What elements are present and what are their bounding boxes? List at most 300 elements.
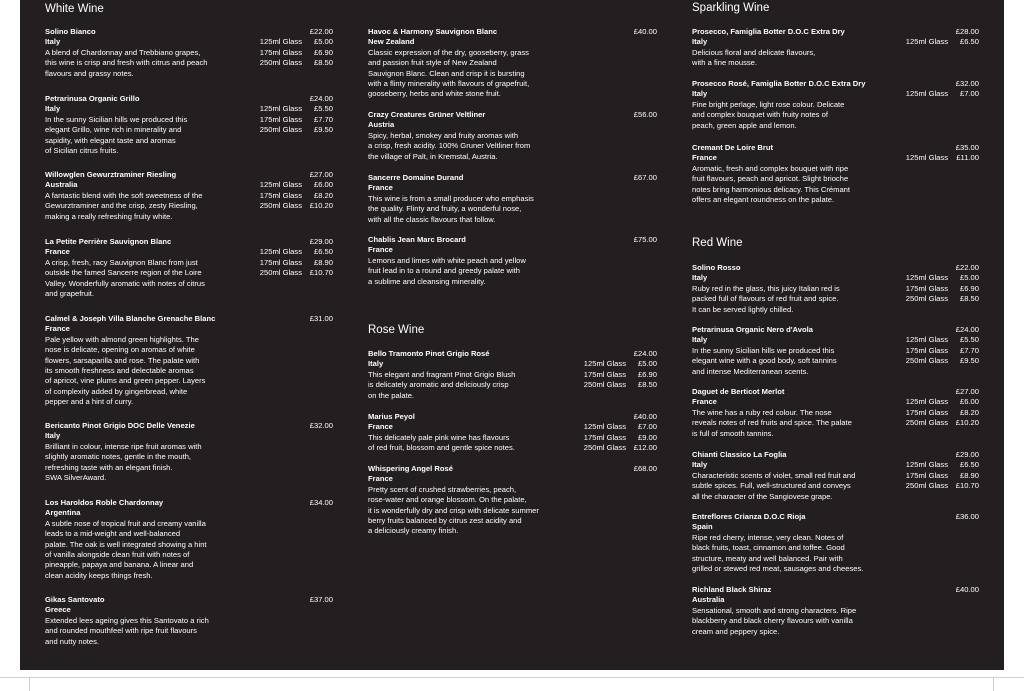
wine-name: Marius Peyol xyxy=(368,412,415,421)
glass-price-row xyxy=(260,48,333,58)
wine-region: Italy xyxy=(692,37,708,47)
section-title-rose-wine: Rose Wine xyxy=(368,324,425,336)
glass-price: £7.00 xyxy=(959,89,979,99)
wine-name: Crazy Creatures Grüner Veltliner xyxy=(368,110,486,119)
wine-entry xyxy=(368,235,657,287)
description-line: and complex bouquet with fruity notes of xyxy=(692,110,828,120)
glass-size: 125ml Glass xyxy=(259,104,302,114)
wine-name: Chablis Jean Marc Brocard xyxy=(368,235,466,244)
glass-size: 250ml Glass xyxy=(905,356,948,366)
wine-description xyxy=(45,48,208,79)
wine-header xyxy=(368,464,657,474)
wine-entry xyxy=(45,595,333,647)
wine-body xyxy=(45,519,333,581)
glass-price: £8.50 xyxy=(637,380,657,390)
glass-price-row xyxy=(584,433,657,443)
bottle-price: £22.00 xyxy=(309,27,333,36)
wine-region: France xyxy=(692,153,717,163)
wine-name: Willowglen Gewurztraminer Riesling xyxy=(45,170,177,179)
crop-mark xyxy=(29,678,30,691)
wine-entry xyxy=(368,27,657,100)
wine-header xyxy=(368,349,657,359)
glass-prices xyxy=(260,37,333,68)
glass-price: £8.20 xyxy=(959,407,979,417)
glass-prices xyxy=(906,153,979,163)
description-line: A crisp, fresh, racy Sauvignon Blanc from just xyxy=(45,257,198,267)
glass-size: 250ml Glass xyxy=(583,443,626,453)
bottle-price: £24.00 xyxy=(309,94,333,103)
description-line: with a fine mousse. xyxy=(692,58,757,68)
wine-name: Prosecco, Famiglia Botter D.O.C Extra Dry xyxy=(692,27,845,36)
wine-region: Italy xyxy=(692,460,708,470)
description-line: of complexity added by gingerbread, white xyxy=(45,386,188,396)
glass-size: 250ml Glass xyxy=(905,418,948,428)
wine-entry xyxy=(45,27,333,79)
wine-entry xyxy=(692,325,979,377)
wine-region: Italy xyxy=(45,431,61,441)
wine-body xyxy=(368,256,657,287)
wine-region: Italy xyxy=(692,89,708,99)
description-line: is full of smooth tannins. xyxy=(692,428,774,438)
description-line: offers an elegant roundness on the palate. xyxy=(692,195,835,205)
wine-body xyxy=(692,533,979,575)
crop-mark xyxy=(993,678,994,691)
wine-entry xyxy=(692,27,979,69)
description-line: Sauvignon Blanc. Clean and crisp it is bursting xyxy=(368,68,525,78)
wine-description xyxy=(45,258,205,300)
wine-description xyxy=(368,433,515,454)
wine-entry xyxy=(45,170,333,222)
glass-price-row xyxy=(906,273,979,283)
description-line: Classic expression of the dry, gooseberry, grass xyxy=(368,47,529,57)
wine-region: New Zealand xyxy=(368,37,415,47)
description-line: with all the classic flavours that follow. xyxy=(368,214,496,224)
wine-entry xyxy=(45,498,333,581)
glass-price: £9.00 xyxy=(637,432,657,442)
description-line: Valley. Wonderfully aromatic with notes of citrus xyxy=(45,278,205,288)
description-line: and rounded mouthfeel with ripe fruit flavours xyxy=(45,626,197,636)
wine-header xyxy=(692,585,979,595)
description-line: In the sunny Sicilian hills we produced this xyxy=(45,114,188,124)
wine-name: Entreflores Crianza D.O.C Rioja xyxy=(692,512,806,521)
glass-price: £11.00 xyxy=(956,153,979,163)
wine-name: Richland Black Shiraz xyxy=(692,585,772,594)
description-line: This delicately pale pink wine has flavours xyxy=(368,432,510,442)
wine-entry xyxy=(692,143,979,205)
glass-size: 125ml Glass xyxy=(583,422,626,432)
description-line: Ruby red in the glass, this juicy Italian red is xyxy=(692,283,840,293)
glass-price: £6.90 xyxy=(637,369,657,379)
wine-header xyxy=(692,27,979,37)
glass-price: £10.20 xyxy=(309,201,333,211)
wine-entry xyxy=(692,387,979,439)
glass-price: £5.50 xyxy=(959,335,979,345)
description-line: SWA SilverAward. xyxy=(45,473,107,483)
wine-header xyxy=(692,79,979,89)
wine-entry xyxy=(45,237,333,299)
description-line: making a really refreshing fruity white. xyxy=(45,211,173,221)
wine-entry xyxy=(692,585,979,637)
glass-price: £8.20 xyxy=(313,190,333,200)
bottle-price: £27.00 xyxy=(955,387,979,396)
description-line: The wine has a ruby red colour. The nose xyxy=(692,407,832,417)
description-line: leads to a mid-weight and well-balanced xyxy=(45,529,181,539)
wine-header xyxy=(45,314,333,324)
description-line: cream and peppery spice. xyxy=(692,626,780,636)
glass-prices xyxy=(906,89,979,99)
description-line: reveals notes of red fruits and spice. The palate xyxy=(692,418,852,428)
wine-description xyxy=(45,191,202,222)
bottle-price: £29.00 xyxy=(309,237,333,246)
glass-price: £7.00 xyxy=(637,422,657,432)
wine-body xyxy=(45,442,333,484)
glass-size: 175ml Glass xyxy=(905,345,948,355)
bottle-price: £56.00 xyxy=(633,110,657,119)
wine-header xyxy=(368,110,657,120)
wine-region: Austria xyxy=(368,120,395,130)
glass-prices xyxy=(906,37,979,47)
wine-name: Gikas Santovato xyxy=(45,595,105,604)
description-line: refreshing taste with an elegant finish. xyxy=(45,462,173,472)
wine-name: Bericanto Pinot Grigio DOC Delle Venezie xyxy=(45,421,195,430)
bottle-price: £67.00 xyxy=(633,173,657,182)
description-line: Fine bright perlage, light rose colour. Delicate xyxy=(692,99,845,109)
glass-price: £8.50 xyxy=(959,294,979,304)
wine-body xyxy=(368,194,657,225)
description-line: notes bring harmonious delicacy. This Crémant xyxy=(692,184,850,194)
glass-size: 125ml Glass xyxy=(905,335,948,345)
glass-price-row xyxy=(260,125,333,135)
glass-size: 175ml Glass xyxy=(905,470,948,480)
wine-entry xyxy=(368,110,657,162)
wine-region: France xyxy=(45,247,70,257)
glass-size: 125ml Glass xyxy=(905,153,948,163)
description-line: Extended lees ageing gives this Santovato a rich xyxy=(45,615,209,625)
wine-region: Italy xyxy=(45,37,61,47)
wine-region: France xyxy=(368,245,393,255)
glass-size: 250ml Glass xyxy=(905,294,948,304)
wine-name: Petrarinusa Organic Grillo xyxy=(45,94,140,103)
wine-body xyxy=(368,131,657,162)
description-line: on the palate. xyxy=(368,390,415,400)
wine-header xyxy=(692,450,979,460)
wine-entry xyxy=(692,512,979,574)
glass-price-row xyxy=(906,397,979,407)
description-line: Pale yellow with almond green highlights. The xyxy=(45,334,199,344)
section-title-sparkling-wine: Sparkling Wine xyxy=(692,2,770,14)
wine-header xyxy=(368,173,657,183)
description-line: is delicately aromatic and deliciously crisp xyxy=(368,380,509,390)
glass-price-row xyxy=(260,191,333,201)
wine-name: Prosecco Rosé, Famiglia Botter D.O.C Extra Dry xyxy=(692,79,866,88)
bottle-price: £75.00 xyxy=(633,235,657,244)
wine-body xyxy=(368,485,657,537)
glass-price-row xyxy=(584,422,657,432)
glass-size: 175ml Glass xyxy=(259,47,302,57)
glass-size: 175ml Glass xyxy=(905,407,948,417)
wine-entry xyxy=(45,314,333,408)
glass-price-row xyxy=(260,247,333,257)
wine-region: France xyxy=(368,183,393,193)
wine-header xyxy=(692,263,979,273)
wine-description xyxy=(692,48,815,69)
description-line: Lemons and limes with white peach and yellow xyxy=(368,255,526,265)
description-line: Gewurztraminer and the crisp, zesty Riesling, xyxy=(45,201,198,211)
description-line: berry fruits balanced by citrus zest acidity and xyxy=(368,516,522,526)
wine-entry xyxy=(368,412,657,454)
description-line: palate. The oak is well integrated showing a hint xyxy=(45,539,207,549)
wine-description xyxy=(368,48,529,100)
glass-prices xyxy=(906,273,979,304)
description-line: peach, green apple and lemon. xyxy=(692,120,797,130)
glass-price-row xyxy=(906,460,979,470)
description-line: Aromatic, fresh and complex bouquet with ripe xyxy=(692,163,849,173)
wine-entry xyxy=(45,94,333,156)
wine-entry xyxy=(368,349,657,401)
wine-header xyxy=(45,94,333,104)
wine-menu-page xyxy=(20,0,1004,670)
glass-size: 175ml Glass xyxy=(259,114,302,124)
description-line: A blend of Chardonnay and Trebbiano grapes, xyxy=(45,47,201,57)
description-line: elegant Grillo, wine rich in minerality and xyxy=(45,125,182,135)
glass-price: £7.70 xyxy=(313,114,333,124)
wine-entry xyxy=(692,79,979,131)
description-line: subtle spices. Full, well-structured and conveys xyxy=(692,481,851,491)
description-line: A fantastic blend with the soft sweetness of the xyxy=(45,190,203,200)
wine-header xyxy=(692,325,979,335)
description-line: its smooth freshness and delectable aromas xyxy=(45,366,194,376)
glass-prices xyxy=(260,180,333,211)
glass-price-row xyxy=(906,346,979,356)
glass-price-row xyxy=(260,37,333,47)
description-line: of apricot, vine plums and green pepper. Layers xyxy=(45,376,206,386)
wine-body xyxy=(45,335,333,408)
glass-price-row xyxy=(906,356,979,366)
glass-price-row xyxy=(584,359,657,369)
glass-size: 175ml Glass xyxy=(259,190,302,200)
glass-size: 250ml Glass xyxy=(259,58,302,68)
glass-price: £5.00 xyxy=(959,273,979,283)
wine-body xyxy=(368,48,657,100)
description-line: This wine is from a small producer who emphasis xyxy=(368,193,534,203)
wine-region: Argentina xyxy=(45,508,81,518)
glass-price: £8.50 xyxy=(313,58,333,68)
description-line: fruit lead in to a round and greedy palate with xyxy=(368,266,520,276)
wine-body xyxy=(45,616,333,647)
wine-header xyxy=(692,512,979,522)
description-line: and passion fruit style of New Zealand xyxy=(368,58,497,68)
glass-price-row xyxy=(906,153,979,163)
wine-region: Italy xyxy=(692,335,708,345)
wine-header xyxy=(368,412,657,422)
section-title-red-wine: Red Wine xyxy=(692,237,743,249)
bottle-price: £40.00 xyxy=(633,27,657,36)
bottle-price: £36.00 xyxy=(955,512,979,521)
wine-name: Chianti Classico La Foglia xyxy=(692,450,787,459)
wine-header xyxy=(45,170,333,180)
glass-price: £5.00 xyxy=(313,37,333,47)
wine-description xyxy=(45,616,209,647)
bottle-price: £68.00 xyxy=(633,464,657,473)
glass-price-row xyxy=(906,294,979,304)
wine-header xyxy=(692,387,979,397)
wine-name: Havoc & Harmony Sauvignon Blanc xyxy=(368,27,498,36)
description-line: and intense Mediterranean scents. xyxy=(692,366,809,376)
description-line: Characteristic scents of violet, small red fruit and xyxy=(692,470,856,480)
glass-price-row xyxy=(906,335,979,345)
description-line: Delicious floral and delicate flavours, xyxy=(692,47,816,57)
glass-price-row xyxy=(584,380,657,390)
wine-region: France xyxy=(368,474,393,484)
glass-size: 250ml Glass xyxy=(583,380,626,390)
glass-prices xyxy=(260,247,333,278)
wine-name: Bello Tramonto Pinot Grigio Rosé xyxy=(368,349,490,358)
crop-line xyxy=(0,677,1024,678)
glass-price-row xyxy=(260,115,333,125)
description-line: This elegant and fragrant Pinot Grigio Blush xyxy=(368,369,516,379)
glass-prices xyxy=(906,335,979,366)
wine-description xyxy=(45,519,207,581)
description-line: Sensational, smooth and strong characters. Ripe xyxy=(692,605,857,615)
description-line: clean acidity keeps things fresh. xyxy=(45,570,153,580)
wine-description xyxy=(692,408,852,439)
glass-price-row xyxy=(906,481,979,491)
description-line: packed full of flavours of red fruit and spice. xyxy=(692,294,839,304)
description-line: slightly aromatic notes, gentle in the mouth, xyxy=(45,452,192,462)
glass-price-row xyxy=(260,104,333,114)
wine-description xyxy=(45,115,187,157)
wine-name: Los Haroldos Roble Chardonnay xyxy=(45,498,164,507)
glass-price-row xyxy=(260,258,333,268)
glass-prices xyxy=(906,397,979,428)
glass-prices xyxy=(584,422,657,453)
description-line: A subtle nose of tropical fruit and creamy vanilla xyxy=(45,518,206,528)
description-line: this wine is crisp and fresh with citrus and peach xyxy=(45,58,208,68)
glass-price: £6.50 xyxy=(313,247,333,257)
glass-price-row xyxy=(906,37,979,47)
glass-price: £6.50 xyxy=(959,37,979,47)
glass-price: £8.90 xyxy=(959,470,979,480)
glass-size: 125ml Glass xyxy=(905,273,948,283)
description-line: blackberry and black cherry flavours with vanilla xyxy=(692,616,853,626)
wine-header xyxy=(45,421,333,431)
glass-size: 125ml Glass xyxy=(905,37,948,47)
description-line: grilled or stewed red meat, sausages and cheeses. xyxy=(692,564,864,574)
glass-size: 250ml Glass xyxy=(259,268,302,278)
wine-region: Italy xyxy=(45,104,61,114)
wine-name: Petrarinusa Organic Nero d'Avola xyxy=(692,325,813,334)
glass-price: £12.00 xyxy=(633,443,657,453)
bottle-price: £31.00 xyxy=(309,314,333,323)
bottle-price: £40.00 xyxy=(955,585,979,594)
wine-description xyxy=(692,471,855,502)
wine-description xyxy=(692,164,850,206)
bottle-price: £28.00 xyxy=(955,27,979,36)
wine-entry xyxy=(692,450,979,502)
glass-price: £5.50 xyxy=(313,104,333,114)
glass-price: £6.90 xyxy=(313,47,333,57)
wine-region: France xyxy=(692,397,717,407)
description-line: It can be served lightly chilled. xyxy=(692,304,794,314)
wine-entry xyxy=(692,263,979,315)
glass-size: 250ml Glass xyxy=(905,481,948,491)
description-line: of Sicilian citrus fruits. xyxy=(45,146,119,156)
glass-price-row xyxy=(260,58,333,68)
bottle-price: £34.00 xyxy=(309,498,333,507)
description-line: all the character of the Sangiovese grape. xyxy=(692,491,833,501)
description-line: Brilliant in colour, intense ripe fruit aromas with xyxy=(45,441,202,451)
description-line: elegant wine with a good body, soft tannins xyxy=(692,356,837,366)
description-line: gooseberry, herbs and white stone fruit. xyxy=(368,89,501,99)
wine-header xyxy=(45,237,333,247)
description-line: the quality. Flinty and fruity, a wonderful nose, xyxy=(368,204,522,214)
glass-size: 125ml Glass xyxy=(905,460,948,470)
glass-price: £9.50 xyxy=(959,356,979,366)
glass-price-row xyxy=(260,201,333,211)
bottle-price: £35.00 xyxy=(955,143,979,152)
glass-price-row xyxy=(906,89,979,99)
bottle-price: £37.00 xyxy=(309,595,333,604)
glass-prices xyxy=(906,460,979,491)
wine-name: Whispering Angel Rosé xyxy=(368,464,453,473)
description-line: pepper and a hint of curry. xyxy=(45,397,134,407)
description-line: rose-water and orange blossom. On the palate, xyxy=(368,495,527,505)
description-line: Ripe red cherry, intense, very clean. Notes of xyxy=(692,532,844,542)
section-title-white-wine: White Wine xyxy=(45,3,104,15)
glass-size: 125ml Glass xyxy=(259,247,302,257)
glass-price: £9.50 xyxy=(313,125,333,135)
glass-size: 175ml Glass xyxy=(905,283,948,293)
bottle-price: £29.00 xyxy=(955,450,979,459)
glass-size: 175ml Glass xyxy=(583,432,626,442)
description-line: and grapefruit. xyxy=(45,289,94,299)
bottle-price: £40.00 xyxy=(633,412,657,421)
wine-name: Calmel & Joseph Villa Blanche Grenache Blanc xyxy=(45,314,216,323)
wine-description xyxy=(692,533,863,575)
wine-name: Sancerre Domaine Durand xyxy=(368,173,464,182)
wine-entry xyxy=(45,421,333,483)
glass-price-row xyxy=(260,268,333,278)
wine-name: La Petite Perrière Sauvignon Blanc xyxy=(45,237,172,246)
bottle-price: £27.00 xyxy=(309,170,333,179)
wine-body xyxy=(692,606,979,637)
bottle-price: £24.00 xyxy=(633,349,657,358)
glass-size: 250ml Glass xyxy=(259,201,302,211)
wine-region: France xyxy=(368,422,393,432)
glass-size: 250ml Glass xyxy=(259,125,302,135)
description-line: a crisp, fresh acidity. 100% Gruner Veltliner from xyxy=(368,141,531,151)
wine-entry xyxy=(368,464,657,537)
wine-region: Italy xyxy=(692,273,708,283)
description-line: a deliciously creamy finish. xyxy=(368,526,459,536)
wine-region: Italy xyxy=(368,359,384,369)
wine-description xyxy=(692,100,844,131)
glass-prices xyxy=(260,104,333,135)
description-line: fruit flavours, peach and apricot. Slight brioche xyxy=(692,174,849,184)
glass-price: £6.90 xyxy=(959,283,979,293)
description-line: flowers, sarsaparilla and rose. The palate with xyxy=(45,355,200,365)
bottle-price: £32.00 xyxy=(309,421,333,430)
wine-description xyxy=(368,131,530,162)
wine-header xyxy=(45,498,333,508)
glass-price-row xyxy=(260,180,333,190)
wine-description xyxy=(368,485,539,537)
glass-size: 125ml Glass xyxy=(905,89,948,99)
glass-size: 125ml Glass xyxy=(259,180,302,190)
wine-header xyxy=(45,27,333,37)
description-line: sapidity, with elegant taste and aromas xyxy=(45,135,176,145)
description-line: and nutty notes. xyxy=(45,636,100,646)
